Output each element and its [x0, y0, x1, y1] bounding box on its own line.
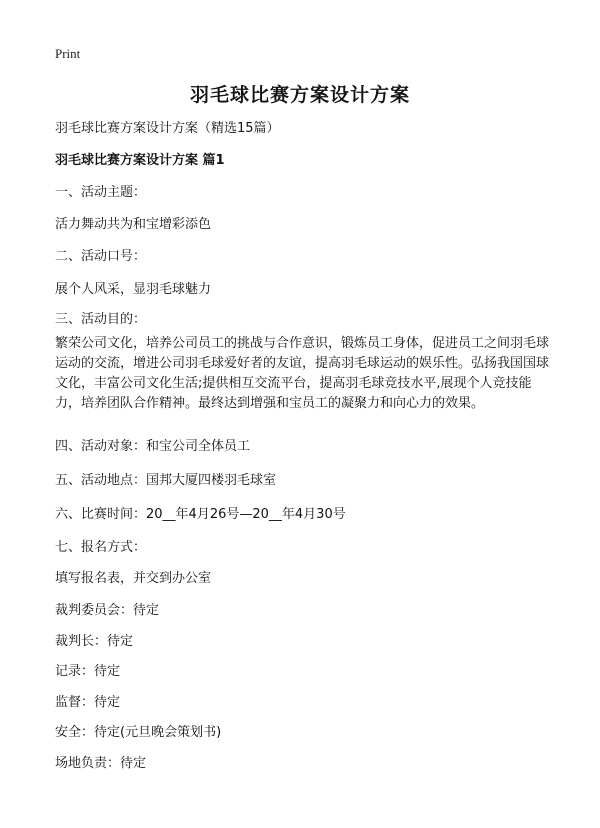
line-activity-theme: 活力舞动共为和宝增彩添色 — [55, 217, 212, 232]
line-activity-theme-label: 一、活动主题： — [55, 185, 147, 200]
line-location: 五、活动地点：国邦大厦四楼羽毛球室 — [55, 473, 277, 488]
line-registration-label: 七、报名方式： — [55, 540, 147, 555]
line-slogan-label: 二、活动口号： — [55, 249, 147, 264]
subtitle: 羽毛球比赛方案设计方案（精选15篇） — [55, 121, 280, 136]
line-participants: 四、活动对象：和宝公司全体员工 — [55, 439, 251, 454]
line-time: 六、比赛时间：20__年4月26号—20__年4月30号 — [55, 507, 346, 522]
line-chief-referee: 裁判长：待定 — [55, 634, 134, 649]
purpose-paragraph: 繁荣公司文化，培养公司员工的挑战与合作意识，锻炼员工身体，促进员工之间羽毛球运动的交流，增进公司羽毛球爱好者的友谊，提高羽毛球运动的娱乐性。弘扬我国国球文化，丰富公司文化生活;提供相互交流平台，提高羽毛球竞技水平,展现个人竞技能力，培养团队合作精神。最终达到增强和宝员工的凝聚力和向心力的效果。 — [55, 336, 550, 411]
line-slogan: 展个人风采，显羽毛球魅力 — [55, 282, 212, 297]
line-record: 记录：待定 — [55, 664, 121, 679]
print-link[interactable]: Print — [55, 46, 81, 61]
line-purpose-label: 三、活动目的： — [55, 312, 147, 327]
section-heading: 羽毛球比赛方案设计方案 篇1 — [55, 153, 225, 168]
line-referee-committee: 裁判委员会：待定 — [55, 603, 160, 618]
line-supervision: 监督：待定 — [55, 695, 121, 710]
line-registration: 填写报名表，并交到办公室 — [55, 571, 212, 586]
line-safety: 安全：待定(元旦晚会策划书) — [55, 725, 222, 740]
line-venue: 场地负责：待定 — [55, 756, 147, 771]
page-title: 羽毛球比赛方案设计方案 — [189, 84, 410, 106]
